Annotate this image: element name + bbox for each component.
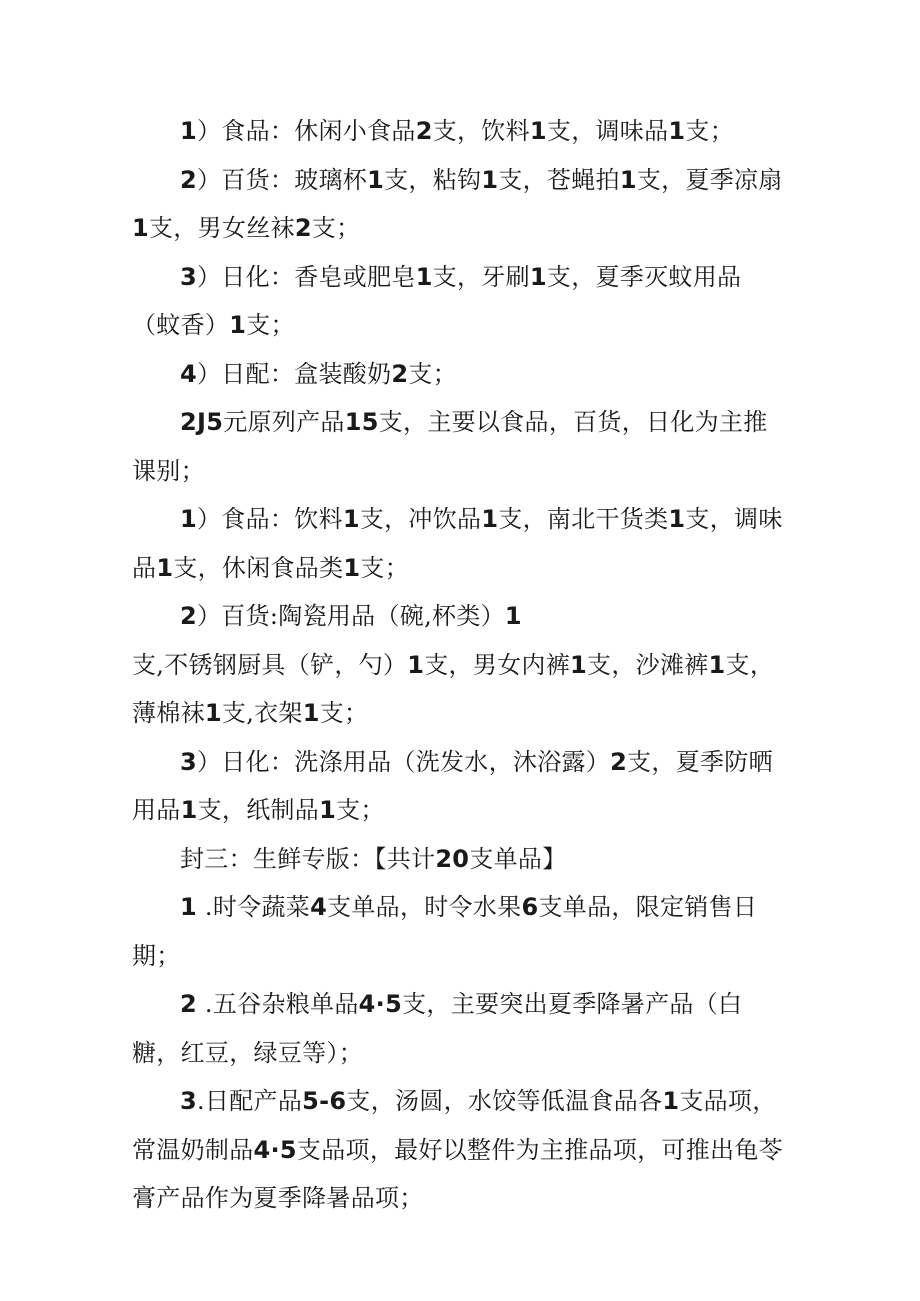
paragraph-daily-chemicals-2: 3）日化：洗涤用品（洗发水，沐浴露）2支，夏季防晒用品1支，纸制品1支； bbox=[132, 747, 773, 824]
paragraph-daily-dairy: 4）日配：盒装酸奶2支； bbox=[180, 359, 458, 388]
paragraph-food-1: 1）食品：休闲小食品2支，饮料1支，调味品1支； bbox=[180, 117, 735, 145]
paragraph-general-goods-2: 2）百货:陶瓷用品（碗,杯类）1支,不锈钢厨具（铲，勺）1支，男女内裤1支，沙滩裤1支，薄棉袜1支,衣架1支； bbox=[132, 602, 775, 727]
paragraph-fresh-item-1: 1 .时令蔬菜4支单品，时令水果6支单品，限定销售日期； bbox=[132, 893, 758, 970]
paragraph-fresh-section-heading: 封三：生鲜专版：【共计20支单品】 bbox=[180, 844, 567, 873]
paragraph-general-goods-1: 2）百货：玻璃杯1支，粘钩1支，苍蝇拍1支，夏季凉扇1支，男女丝袜2支； bbox=[132, 165, 783, 242]
paragraph-fresh-item-2: 2 .五谷杂粮单品4·5支，主要突出夏季降暑产品（白糖，红豆，绿豆等）； bbox=[132, 990, 743, 1067]
paragraph-food-2: 1）食品：饮料1支，冲饮品1支，南北干货类1支，调味品1支，休闲食品类1支； bbox=[132, 505, 783, 582]
paragraph-fresh-item-3: 3.日配产品5-6支，汤圆，水饺等低温食品各1支品项，常温奶制品4·5支品项，最好以整件为主推品项，可推出龟苓膏产品作为夏季降暑品项； bbox=[132, 1087, 783, 1212]
paragraph-daily-chemicals-1: 3）日化：香皂或肥皂1支，牙刷1支，夏季灭蚊用品（蚊香）1支； bbox=[132, 262, 742, 339]
paragraph-product-summary: 2J5元原列产品15支，主要以食品，百货，日化为主推课别； bbox=[132, 408, 768, 485]
